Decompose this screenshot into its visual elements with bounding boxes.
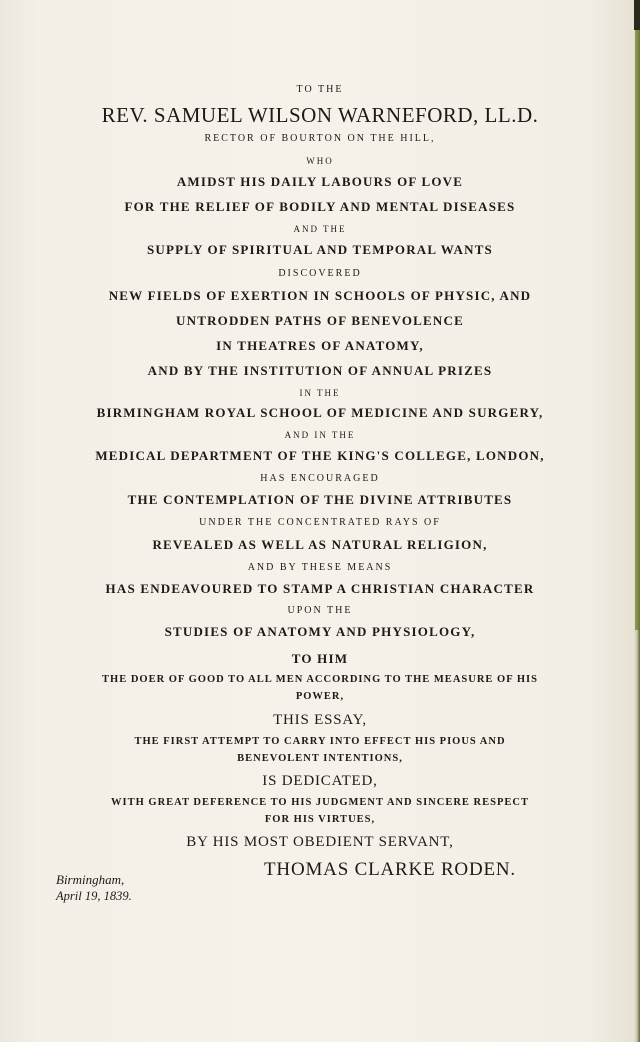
author-signature: THOMAS CLARKE RODEN. <box>264 859 516 880</box>
first-attempt-line: THE FIRST ATTEMPT TO CARRY INTO EFFECT HIS PIOUS AND <box>134 736 506 747</box>
virtues-line: FOR HIS VIRTUES, <box>264 814 376 825</box>
to-him-line: TO HIM <box>291 651 349 666</box>
to-the-line: TO THE <box>296 84 344 95</box>
who-line: WHO <box>306 156 334 166</box>
theatres-line: IN THEATRES OF ANATOMY, <box>216 338 424 353</box>
is-dedicated-line: IS DEDICATED, <box>262 773 378 789</box>
this-essay-line: THIS ESSAY, <box>273 712 367 728</box>
studies-line: STUDIES OF ANATOMY AND PHYSIOLOGY, <box>164 624 476 639</box>
rector-line: RECTOR OF BOURTON ON THE HILL, <box>204 133 436 144</box>
medical-line: MEDICAL DEPARTMENT OF THE KING'S COLLEGE, LONDON, <box>95 448 545 463</box>
under-line: UNDER THE CONCENTRATED RAYS OF <box>199 517 441 528</box>
supply-line: SUPPLY OF SPIRITUAL AND TEMPORAL WANTS <box>147 242 493 257</box>
untrodden-line: UNTRODDEN PATHS OF BENEVOLENCE <box>176 313 464 328</box>
institution-line: AND BY THE INSTITUTION OF ANNUAL PRIZES <box>147 363 493 378</box>
contemplation-line: THE CONTEMPLATION OF THE DIVINE ATTRIBUTES <box>127 492 513 507</box>
doer-line: THE DOER OF GOOD TO ALL MEN ACCORDING TO THE MEASURE OF HIS <box>102 674 538 685</box>
servant-line: BY HIS MOST OBEDIENT SERVANT, <box>186 834 454 850</box>
endeavoured-line: HAS ENDEAVOURED TO STAMP A CHRISTIAN CHARACTER <box>105 581 535 596</box>
benevolent-line: BENEVOLENT INTENTIONS, <box>237 753 403 764</box>
deference-line: WITH GREAT DEFERENCE TO HIS JUDGMENT AND SINCERE RESPECT <box>111 797 529 808</box>
has-encouraged-line: HAS ENCOURAGED <box>260 473 380 484</box>
revealed-line: REVEALED AS WELL AS NATURAL RELIGION, <box>152 537 488 552</box>
in-the-line: IN THE <box>299 388 341 398</box>
amidst-line: AMIDST HIS DAILY LABOURS OF LOVE <box>176 174 464 189</box>
and-in-the-line: AND IN THE <box>284 430 356 440</box>
place-line: Birmingham, <box>56 872 125 887</box>
discovered-line: DISCOVERED <box>278 268 362 279</box>
and-by-line: AND BY THESE MEANS <box>247 562 393 573</box>
birmingham-line: BIRMINGHAM ROYAL SCHOOL OF MEDICINE AND SURGERY, <box>96 405 544 420</box>
power-line: POWER, <box>295 691 345 702</box>
new-fields-line: NEW FIELDS OF EXERTION IN SCHOOLS OF PHYSIC, AND <box>108 288 532 303</box>
and-the-line: AND THE <box>293 224 347 234</box>
date-line: April 19, 1839. <box>56 889 132 903</box>
relief-line: FOR THE RELIEF OF BODILY AND MENTAL DISEASES <box>124 199 516 214</box>
dedicatee-name: REV. SAMUEL WILSON WARNEFORD, LL.D. <box>101 103 539 127</box>
upon-the-line: UPON THE <box>287 605 353 616</box>
